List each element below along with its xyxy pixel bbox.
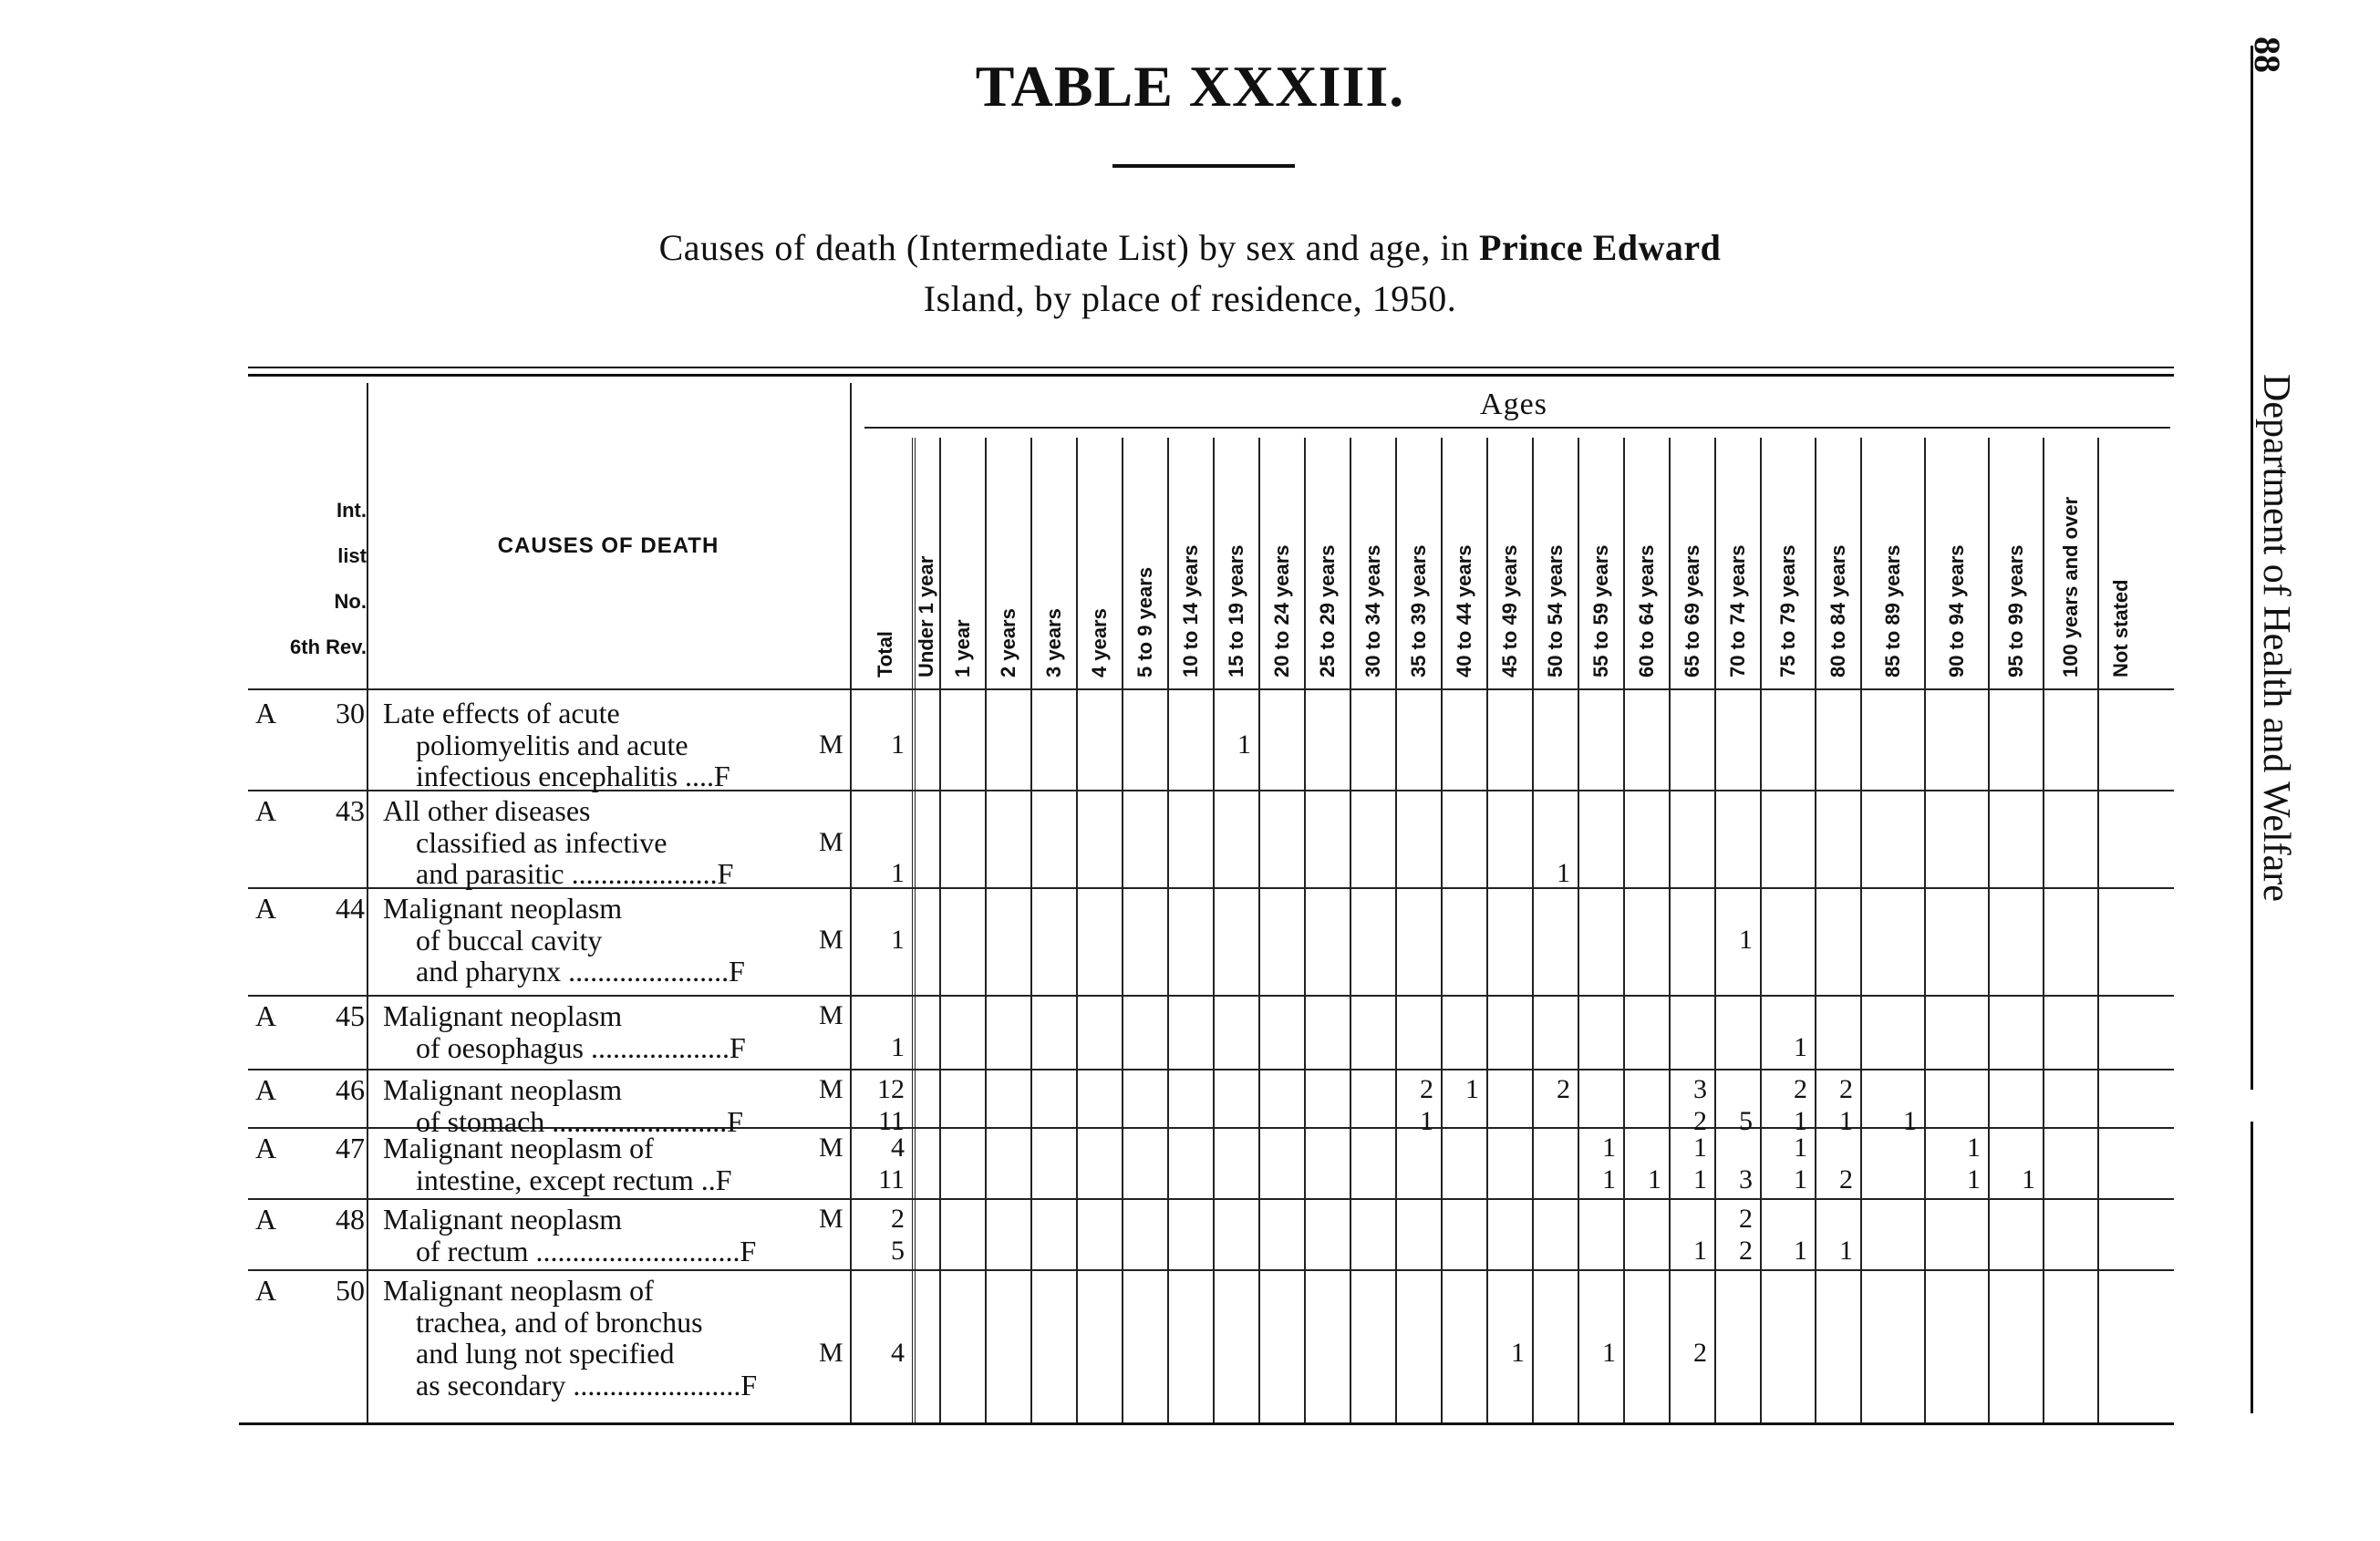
table-cell-m: 1 [1693, 1132, 1707, 1163]
row-list-number: 44 [336, 892, 365, 925]
page-subtitle [0, 222, 2380, 325]
cause-text-line: Malignant neoplasm [383, 1073, 623, 1106]
column-header-10: 25 to 29 years [1316, 544, 1339, 677]
column-header-1: Under 1 year [915, 555, 937, 677]
column-header-5: 4 years [1088, 608, 1111, 677]
cause-text-line: classified as infective [416, 825, 667, 859]
column-divider-25 [2043, 438, 2044, 1422]
column-header-25: 100 years and over [2059, 496, 2082, 677]
table-top-rule-2 [248, 374, 2174, 377]
row-list-letter: A [255, 697, 277, 729]
cause-text-line: of oesophagus ...................F [416, 1030, 746, 1064]
table-cell-f: 1 [1602, 1164, 1616, 1195]
column-divider-12 [1395, 438, 1397, 1422]
table-cell-f: 1 [1839, 1235, 1853, 1266]
table-cell-m: 1 [1237, 729, 1251, 760]
subtitle-line1-prefix: Causes of death (Intermediate List) by sex and age, in [658, 227, 1480, 268]
table-cell-m: 4 [891, 1338, 905, 1368]
margin-department-text: Department of Health and Welfare [2255, 374, 2297, 902]
cause-text-line: intestine, except rectum ..F [416, 1163, 732, 1196]
table-cell-f: 1 [1557, 858, 1570, 888]
column-divider-5 [1076, 438, 1078, 1422]
column-divider-13 [1441, 438, 1443, 1422]
causes-divider [850, 383, 852, 1422]
table-cell-f: 2 [1693, 1105, 1707, 1136]
table-cell-m: 2 [1420, 1074, 1433, 1104]
table-cell-m: 1 [1794, 1132, 1807, 1163]
table-top-rule-1 [248, 367, 2174, 368]
column-header-18: 65 to 69 years [1681, 544, 1703, 677]
column-header-24: 95 to 99 years [2004, 544, 2027, 677]
column-divider-24 [1988, 438, 1990, 1422]
row-divider-6 [248, 1198, 2174, 1200]
column-header-4: 3 years [1042, 608, 1065, 677]
table-cell-m: 1 [1602, 1338, 1616, 1368]
table-cell-m: 3 [1693, 1074, 1707, 1104]
column-header-22: 85 to 89 years [1881, 544, 1904, 677]
table-cell-f: 1 [891, 1031, 905, 1062]
cause-text-line: poliomyelitis and acute [416, 728, 688, 761]
table-cell-f: 2 [1839, 1164, 1853, 1195]
sex-label-male: M [819, 1338, 843, 1368]
column-header-19: 70 to 74 years [1726, 544, 1749, 677]
cause-text-line: of stomach ........................F [416, 1104, 744, 1138]
table-cell-f: 5 [1739, 1105, 1753, 1136]
column-header-15: 50 to 54 years [1544, 544, 1567, 677]
cause-text-line: Malignant neoplasm of [383, 1274, 654, 1307]
column-header-9: 20 to 24 years [1270, 544, 1293, 677]
column-divider-9 [1258, 438, 1260, 1422]
row-list-number: 30 [336, 697, 365, 729]
row-list-number: 43 [336, 794, 365, 827]
cause-text-line: Late effects of acute [383, 697, 620, 729]
column-divider-14 [1486, 438, 1488, 1422]
sex-label-male: M [819, 1132, 843, 1163]
table-cell-f: 1 [1794, 1031, 1807, 1062]
int-list-line-1: Int. [336, 499, 367, 522]
cause-text-line: of rectum ............................F [416, 1234, 757, 1267]
table-cell-f: 1 [1967, 1164, 1981, 1195]
cause-text-line: of buccal cavity [416, 923, 603, 957]
column-divider-16 [1578, 438, 1579, 1422]
column-header-0: Total [874, 631, 896, 677]
cause-text-line: trachea, and of bronchus [416, 1305, 703, 1339]
cause-text-line: All other diseases [383, 794, 591, 827]
table-cell-m: 2 [1839, 1074, 1853, 1104]
column-divider-17 [1623, 438, 1625, 1422]
table-cell-m: 2 [1739, 1204, 1753, 1234]
table-cell-m: 2 [1693, 1338, 1707, 1368]
table-cell-f: 1 [1903, 1105, 1917, 1136]
column-header-21: 80 to 84 years [1826, 544, 1849, 677]
table-cell-f: 3 [1739, 1164, 1753, 1195]
column-header-26: Not stated [2109, 579, 2132, 677]
row-list-letter: A [255, 1274, 277, 1307]
ages-underline [864, 427, 2170, 429]
row-list-number: 45 [336, 999, 365, 1032]
column-header-13: 40 to 44 years [1453, 544, 1475, 677]
column-header-14: 45 to 49 years [1498, 544, 1521, 677]
int-list-line-2: list [337, 544, 367, 567]
cause-text-line: as secondary .......................F [416, 1368, 758, 1401]
row-divider-7 [248, 1269, 2174, 1271]
column-divider-21 [1815, 438, 1816, 1422]
table-cell-m: 1 [891, 729, 905, 760]
margin-rule-top [2251, 46, 2253, 1090]
table-cell-m: 2 [891, 1204, 905, 1234]
column-header-16: 55 to 59 years [1589, 544, 1612, 677]
table-cell-m: 1 [1465, 1074, 1479, 1104]
column-divider-6 [1122, 438, 1123, 1422]
title-rule [1112, 164, 1295, 168]
sex-label-male: M [819, 1000, 843, 1030]
column-header-6: 5 to 9 years [1133, 566, 1156, 677]
subtitle-line1-bold: Prince Edward [1479, 227, 1722, 268]
column-header-3: 2 years [997, 608, 1019, 677]
page-title: TABLE XXXIII. [975, 54, 1405, 119]
sex-label-male: M [819, 924, 843, 955]
row-list-number: 50 [336, 1274, 365, 1307]
column-header-23: 90 to 94 years [1945, 544, 1968, 677]
cause-text-line: Malignant neoplasm [383, 999, 623, 1032]
table-cell-f: 1 [1794, 1105, 1807, 1136]
column-divider-3 [985, 438, 987, 1422]
row-list-letter: A [255, 794, 277, 827]
table-cell-f: 11 [878, 1164, 905, 1195]
column-header-17: 60 to 64 years [1635, 544, 1658, 677]
table-cell-f: 1 [1794, 1235, 1807, 1266]
row-divider-3 [248, 995, 2174, 997]
column-divider-15 [1532, 438, 1534, 1422]
cause-text-line: Malignant neoplasm of [383, 1132, 654, 1164]
sex-label-male: M [819, 729, 843, 760]
table-cell-m: 4 [891, 1132, 905, 1163]
int-list-line-3: No. [334, 590, 367, 613]
row-list-number: 46 [336, 1073, 365, 1106]
table-cell-f: 1 [1794, 1164, 1807, 1195]
table-cell-m: 12 [877, 1074, 905, 1104]
column-divider-22 [1860, 438, 1862, 1422]
column-header-8: 15 to 19 years [1225, 544, 1247, 677]
ages-header: Ages [1480, 388, 1547, 421]
row-list-letter: A [255, 892, 277, 925]
table-bottom-rule [239, 1422, 2174, 1425]
table-cell-f: 1 [1648, 1164, 1661, 1195]
row-list-number: 48 [336, 1203, 365, 1236]
table-cell-f: 1 [1693, 1164, 1707, 1195]
row-list-letter: A [255, 1132, 277, 1164]
column-divider-20 [1760, 438, 1762, 1422]
column-divider-2 [939, 438, 941, 1422]
table-cell-f: 1 [2022, 1164, 2035, 1195]
table-cell-f: 1 [1839, 1105, 1853, 1136]
sex-label-male: M [819, 826, 843, 857]
column-divider-7 [1167, 438, 1169, 1422]
page-number: 88 [2247, 36, 2288, 73]
table-cell-f: 1 [1420, 1105, 1433, 1136]
cause-text-line: Malignant neoplasm [383, 1203, 623, 1236]
column-divider-8 [1213, 438, 1215, 1422]
row-list-letter: A [255, 1203, 277, 1236]
column-divider-18 [1669, 438, 1671, 1422]
table-cell-f: 11 [878, 1105, 905, 1136]
cause-text-line: Malignant neoplasm [383, 892, 623, 925]
table-cell-f: 2 [1739, 1235, 1753, 1266]
table-cell-m: 1 [1739, 924, 1753, 955]
column-divider-23 [1924, 438, 1926, 1422]
sex-label-male: M [819, 1074, 843, 1104]
header-bottom-rule [248, 688, 2174, 690]
int-list-header [248, 488, 367, 670]
row-divider-4 [248, 1069, 2174, 1070]
int-list-divider [367, 383, 368, 1422]
table-cell-m: 1 [891, 924, 905, 955]
causes-of-death-header: CAUSES OF DEATH [497, 533, 719, 558]
int-list-line-4: 6th Rev. [290, 636, 367, 658]
cause-text-line: and pharynx ......................F [416, 955, 745, 988]
table-cell-m: 1 [1967, 1132, 1981, 1163]
table-cell-m: 2 [1794, 1074, 1807, 1104]
column-divider-10 [1304, 438, 1306, 1422]
table-cell-f: 1 [891, 858, 905, 888]
table-cell-f: 5 [891, 1235, 905, 1266]
column-header-7: 10 to 14 years [1179, 544, 1202, 677]
margin-rule-bottom [2251, 1122, 2253, 1413]
column-header-20: 75 to 79 years [1776, 544, 1799, 677]
table-cell-m: 1 [1511, 1338, 1525, 1368]
cause-text-line: and lung not specified [416, 1337, 675, 1370]
sex-label-male: M [819, 1204, 843, 1234]
row-list-letter: A [255, 1073, 277, 1106]
subtitle-line2: Island, by place of residence, 1950. [923, 278, 1457, 319]
column-divider-11 [1350, 438, 1351, 1422]
table-cell-m: 2 [1557, 1074, 1570, 1104]
column-divider-26 [2097, 438, 2099, 1422]
column-header-12: 35 to 39 years [1407, 544, 1430, 677]
column-header-11: 30 to 34 years [1361, 544, 1384, 677]
table-cell-m: 1 [1602, 1132, 1616, 1163]
column-header-2: 1 year [951, 619, 974, 677]
table-cell-f: 1 [1693, 1235, 1707, 1266]
row-list-letter: A [255, 999, 277, 1032]
column-divider-4 [1030, 438, 1032, 1422]
row-list-number: 47 [336, 1132, 365, 1164]
cause-text-line: infectious encephalitis ....F [416, 760, 730, 792]
cause-text-line: and parasitic ....................F [416, 857, 734, 890]
